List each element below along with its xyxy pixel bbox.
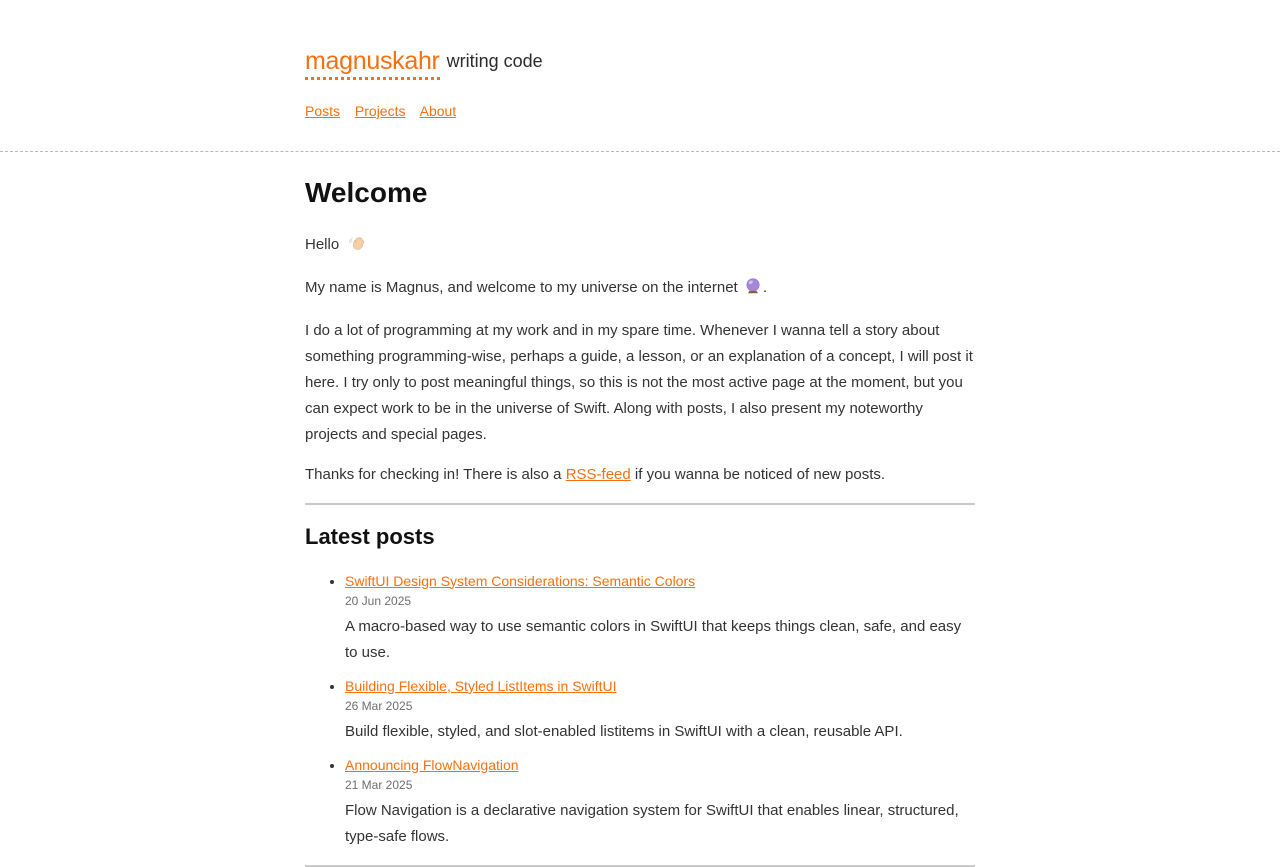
post-title-link[interactable]: Announcing FlowNavigation (345, 756, 519, 773)
post-title-link[interactable]: SwiftUI Design System Considerations: Semantic Colors (345, 572, 696, 589)
thanks-text-before: Thanks for checking in! There is also a (305, 465, 566, 483)
post-date: 26 Mar 2025 (345, 698, 413, 713)
site-title-link[interactable]: magnuskahr (305, 48, 440, 80)
post-description: Build flexible, styled, and slot-enabled listitems in SwiftUI with a clean, reusable API. (345, 722, 903, 740)
crystal-ball-icon (744, 277, 762, 304)
page-title: Welcome (305, 176, 428, 208)
thanks-paragraph (305, 462, 975, 488)
nav-posts-link[interactable]: Posts (305, 102, 341, 119)
site-title-row (305, 41, 975, 80)
intro-paragraph (305, 275, 975, 304)
intro-suffix: . (762, 278, 768, 296)
post-date: 20 Jun 2025 (345, 593, 412, 608)
greeting-text: Hello (305, 235, 340, 253)
nav-about-link[interactable]: About (419, 102, 457, 119)
thanks-text-after: if you wanna be noticed of new posts. (630, 465, 886, 483)
main-content (305, 176, 975, 867)
post-list-item (345, 755, 975, 850)
bottom-divider (305, 865, 975, 867)
post-date: 21 Mar 2025 (345, 777, 413, 792)
main-nav (305, 103, 975, 119)
about-paragraph: I do a lot of programming at my work and in my spare time. Whenever I wanna tell a story about something programming-wise, perhaps a guide, a lesson, or an explanation of a concept, I will post it here. I try only to post meaningful things, so this is not the most active page at the moment, but you can expect work to be in the universe of Swift. Along with posts, I also present my noteworthy projects and special pages. (305, 321, 973, 443)
posts-list (305, 571, 975, 850)
rss-feed-link[interactable]: RSS-feed (565, 465, 631, 483)
nav-projects-link[interactable]: Projects (354, 102, 406, 119)
intro-text: My name is Magnus, and welcome to my universe on the internet (305, 278, 738, 296)
greeting-paragraph (305, 232, 975, 261)
post-description: A macro-based way to use semantic colors in SwiftUI that keeps things clean, safe, and easy to use. (345, 617, 962, 661)
site-tagline: writing code (446, 51, 543, 71)
post-description: Flow Navigation is a declarative navigation system for SwiftUI that enables linear, structured, type-safe flows. (345, 801, 959, 845)
post-title-link[interactable]: Building Flexible, Styled ListItems in SwiftUI (345, 677, 617, 694)
site-header (0, 0, 1280, 152)
waving-hand-icon (347, 234, 365, 261)
post-list-item (345, 571, 975, 666)
post-list-item (345, 676, 975, 745)
latest-posts-heading: Latest posts (305, 523, 435, 549)
section-divider (305, 503, 975, 505)
